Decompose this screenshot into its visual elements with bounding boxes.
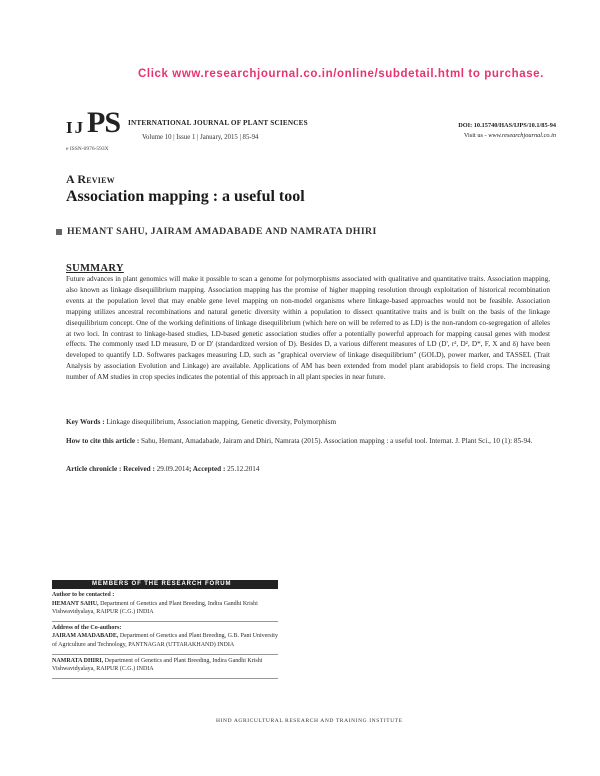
coauthor-entry <box>52 632 278 649</box>
summary-body: Future advances in plant genomics will make it possible to scan a genome for polymorphisms associated with qualitative and quantitative traits. Association mapping, also known as linkage disequilibrium mapping. Association mapping has the promise of higher mapping resolution through exploitation of historical recombination events at the population level that may enable gene level mapping on non-model organisms where linkage-based approaches would not be feasible. Association mapping utilizes ancestral recombinations and natural genetic diversity within a population to dissect quantitative traits and is built on the basis of the linkage disequilibrium concept. One of the working definitions of linkage disequilibrium (which here on will be referred to as LD) is the non-random co-segregation of alleles at two loci. In contrast to linkage-based studies, LD-based genetic association studies offer a potentially powerful approach for mapping causal genes with modest effects. The commonly used LD measure, D or D' (standardized version of D). Besides D, a various different measures of LD (D', r², D², D*, F, X and δ) have been developed to quantify LD. Softwares packages measuring LD, such as "graphical overview of linkage disequilibrium" (GOLD), power marker, and TASSEL (Trait Analysis by association Evolution and Linkage) are available. Applications of AM has been extended from model plant arabidopsis to field crops. The increasing number of AM studies in crop species indicates the potential of this approach in all plant species in near future. <box>66 275 550 382</box>
coauthor2-affiliation: Department of Genetics and Plant Breeding, Indira Gandhi Krishi Vishwavidyalaya, RAIPUR (C.G.) INDIA <box>52 657 263 673</box>
research-forum-box <box>52 580 278 679</box>
received-date: 29.09.2014 <box>156 465 190 473</box>
volume-issue-line: Volume 10 | Issue 1 | January, 2015 | 85-94 <box>142 134 259 141</box>
article-chronicle <box>66 464 550 475</box>
keywords-label: Key Words : <box>66 418 107 426</box>
article-title: Association mapping : a useful tool <box>66 188 305 205</box>
contact-entry <box>52 600 278 617</box>
keywords-text: Linkage disequilibrium, Association mapping, Genetic diversity, Polymorphism <box>106 418 337 426</box>
coauthor1-name: JAIRAM AMADABADE, <box>52 633 119 640</box>
contact-name: HEMANT SAHU, <box>52 600 99 607</box>
coauthor1-affiliation: Department of Genetics and Plant Breeding, G.B. Pant University of Agriculture and Technology, PANTNAGAR (UTTARAKHAND) INDIA <box>52 633 278 648</box>
summary-heading: SUMMARY <box>66 263 124 274</box>
citation-text: Sahu, Hemant, Amadabade, Jairam and Dhiri, Namrata (2015). Association mapping : a useful tool. Internat. J. Plant Sci., 10 (1): 85-94. <box>141 437 533 445</box>
logo-ps-text: PS <box>87 106 121 139</box>
doi-line: DOI: 10.15740/HAS/IJPS/10.1/85-94 <box>458 122 556 129</box>
chronicle-label: Article chronicle : Received : <box>66 465 157 473</box>
citation-label: How to cite this article : <box>66 437 142 445</box>
visit-label: Visit us - <box>463 132 489 139</box>
keywords-line <box>66 417 550 428</box>
coauthor-block <box>52 622 278 655</box>
square-bullet-icon <box>56 229 62 235</box>
coauthor-entry-2 <box>52 657 278 674</box>
journal-name: INTERNATIONAL JOURNAL OF PLANT SCIENCES <box>128 119 308 127</box>
purchase-link[interactable]: Click www.researchjournal.co.in/online/subdetail.html to purchase. <box>138 68 544 80</box>
coauthor2-name: NAMRATA DHIRI, <box>52 657 104 664</box>
logo-ij-text: IJ <box>66 118 86 137</box>
coauthor-block-2 <box>52 655 278 679</box>
visit-url-link[interactable]: www.researchjournal.co.in <box>488 132 556 139</box>
issn-number: e ISSN-0976-593X <box>66 146 109 152</box>
section-label: A Review <box>66 172 115 186</box>
accepted-label: ; Accepted : <box>189 465 228 473</box>
forum-bar-title: MEMBERS OF THE RESEARCH FORUM <box>52 580 278 589</box>
citation-line <box>66 436 550 447</box>
contact-affiliation: Department of Genetics and Plant Breeding, Indira Gandhi Krishi Vishwavidyalaya, RAIPUR (C.G.) INDIA <box>52 600 258 616</box>
accepted-date: 25.12.2014 <box>227 465 260 473</box>
author-line <box>56 226 377 237</box>
author-names: HEMANT SAHU, JAIRAM AMADABADE AND NAMRATA DHIRI <box>67 226 377 237</box>
coauthors-heading: Address of the Co-authors: <box>52 624 122 631</box>
journal-masthead <box>66 106 556 172</box>
contact-heading: Author to be contacted : <box>52 592 115 598</box>
contact-author-block <box>52 589 278 622</box>
publisher-footer: HIND AGRICULTURAL RESEARCH AND TRAINING INSTITUTE <box>216 718 403 724</box>
visit-line <box>464 132 556 139</box>
